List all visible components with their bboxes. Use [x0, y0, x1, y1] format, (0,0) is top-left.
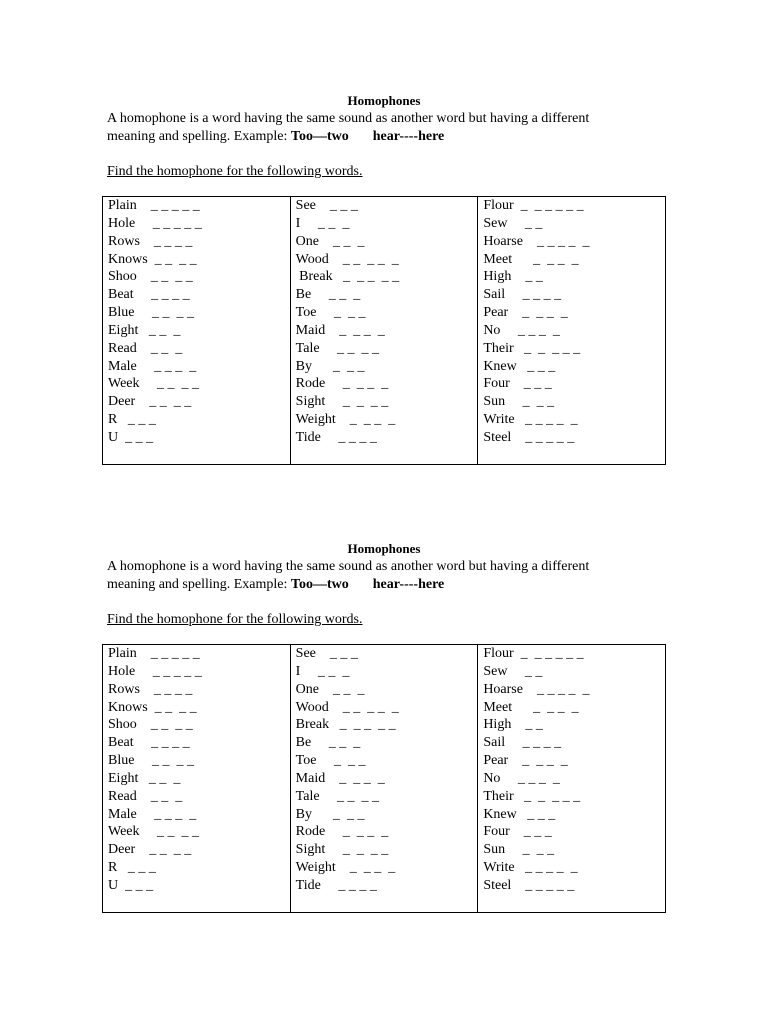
word-entry: Blue _ _ _ _: [108, 753, 194, 769]
word-entry: Sail _ _ _ _: [483, 735, 562, 751]
word-entry: Weight _ _ _ _: [295, 860, 396, 876]
homophone-table: [102, 196, 666, 465]
word-entry: Rode _ _ _ _: [295, 376, 389, 392]
word-entry: Eight _ _ _: [108, 770, 181, 786]
word-column-2: [290, 645, 478, 913]
word-entry: Meet _ _ _ _: [483, 251, 579, 267]
word-entry: Wood _ _ _ _ _: [295, 699, 399, 715]
definition-line-2: [107, 128, 444, 146]
word-entry: Flour _ _ _ _ _ _: [483, 198, 584, 213]
instruction-period: .: [358, 164, 363, 179]
word-entry: Maid _ _ _ _: [295, 322, 385, 338]
word-column-2: [290, 197, 478, 465]
definition-line-1: A homophone is a word having the same sound as another word but having a different: [107, 559, 590, 574]
word-entry: Toe _ _ _: [295, 753, 366, 769]
word-entry: Rows _ _ _ _: [108, 233, 193, 249]
word-column-1: [103, 197, 291, 465]
word-entry: Read _ _ _: [108, 340, 183, 356]
word-entry: No _ _ _ _: [483, 770, 560, 786]
word-entry: I _ _ _: [295, 663, 350, 679]
example-1: Too—two: [290, 577, 349, 592]
word-entry: Break _ _ _ _ _: [295, 717, 396, 733]
definition-line-2: [107, 576, 444, 594]
word-entry: Sun _ _ _: [483, 394, 555, 410]
homophone-table: [102, 644, 666, 913]
word-entry: Sew _ _: [483, 215, 543, 231]
word-entry: Their _ _ _ _ _: [483, 788, 581, 804]
word-entry: Hoarse _ _ _ _ _: [483, 681, 590, 697]
word-entry: Plain _ _ _ _ _: [108, 198, 200, 213]
word-entry: Sew _ _: [483, 663, 543, 679]
word-entry: See _ _ _: [295, 646, 358, 661]
word-column-3: [478, 197, 666, 465]
word-entry: Knew _ _ _: [483, 806, 556, 822]
example-1: Too—two: [290, 129, 349, 144]
word-entry: Hole _ _ _ _ _: [108, 215, 202, 231]
word-entry: Read _ _ _: [108, 788, 183, 804]
word-entry: Flour _ _ _ _ _ _: [483, 646, 584, 661]
instruction: [107, 163, 362, 181]
worksheet-title: Homophones: [347, 541, 421, 556]
word-entry: Beat _ _ _ _: [108, 735, 190, 751]
definition-line-1: A homophone is a word having the same sound as another word but having a different: [107, 111, 590, 126]
word-entry: Break _ _ _ _ _: [295, 269, 400, 285]
word-entry: Beat _ _ _ _: [108, 287, 190, 303]
word-column-3: [478, 645, 666, 913]
word-entry: Shoo _ _ _ _: [108, 717, 193, 733]
word-entry: Deer _ _ _ _: [108, 394, 192, 410]
word-entry: High _ _: [483, 717, 543, 733]
word-entry: Be _ _ _: [295, 287, 361, 303]
word-entry: U _ _ _: [108, 877, 154, 893]
word-entry: Knows _ _ _ _: [108, 251, 197, 267]
word-entry: Pear _ _ _ _: [483, 753, 568, 769]
word-column-1: [103, 645, 291, 913]
word-entry: Week _ _ _ _: [108, 376, 200, 392]
word-entry: R _ _ _: [108, 412, 156, 428]
word-entry: Male _ _ _ _: [108, 806, 197, 822]
word-entry: Male _ _ _ _: [108, 358, 197, 374]
word-entry: Sight _ _ _ _: [295, 842, 389, 858]
worksheet-title: Homophones: [347, 93, 421, 108]
word-entry: I _ _ _: [295, 215, 350, 231]
word-entry: Four _ _ _: [483, 376, 552, 392]
word-entry: Rows _ _ _ _: [108, 681, 193, 697]
word-entry: Steel _ _ _ _ _: [483, 877, 575, 893]
instruction-period: .: [358, 612, 363, 627]
instruction-text: Find the homophone for the following words: [107, 164, 359, 179]
word-entry: Blue _ _ _ _: [108, 305, 194, 321]
word-entry: Hoarse _ _ _ _ _: [483, 233, 590, 249]
word-entry: See _ _ _: [295, 198, 358, 213]
word-entry: R _ _ _: [108, 860, 156, 876]
word-entry: Hole _ _ _ _ _: [108, 663, 202, 679]
example-2: hear----here: [372, 577, 445, 592]
word-entry: No _ _ _ _: [483, 322, 560, 338]
word-entry: Shoo _ _ _ _: [108, 269, 193, 285]
definition-prefix: meaning and spelling. Example:: [107, 577, 291, 592]
word-entry: Four _ _ _: [483, 824, 552, 840]
word-entry: Deer _ _ _ _: [108, 842, 192, 858]
word-entry: Steel _ _ _ _ _: [483, 429, 575, 445]
example-2: hear----here: [372, 129, 445, 144]
word-entry: Meet _ _ _ _: [483, 699, 579, 715]
word-entry: One _ _ _: [295, 233, 365, 249]
word-entry: Knew _ _ _: [483, 358, 556, 374]
word-entry: Week _ _ _ _: [108, 824, 200, 840]
word-entry: By _ _ _: [295, 806, 365, 822]
word-entry: U _ _ _: [108, 429, 154, 445]
word-entry: Be _ _ _: [295, 735, 361, 751]
word-entry: Toe _ _ _: [295, 305, 366, 321]
word-entry: Their _ _ _ _ _: [483, 340, 581, 356]
word-entry: Plain _ _ _ _ _: [108, 646, 200, 661]
word-entry: Sun _ _ _: [483, 842, 555, 858]
word-entry: Tide _ _ _ _: [295, 429, 377, 445]
word-entry: Wood _ _ _ _ _: [295, 251, 399, 267]
instruction: [107, 611, 362, 629]
word-entry: Weight _ _ _ _: [295, 412, 396, 428]
word-entry: Write _ _ _ _ _: [483, 860, 578, 876]
word-entry: Tale _ _ _ _: [295, 340, 380, 356]
word-entry: Tide _ _ _ _: [295, 877, 377, 893]
word-entry: Pear _ _ _ _: [483, 305, 568, 321]
word-entry: Tale _ _ _ _: [295, 788, 380, 804]
word-entry: By _ _ _: [295, 358, 365, 374]
word-entry: Rode _ _ _ _: [295, 824, 389, 840]
word-entry: High _ _: [483, 269, 543, 285]
word-entry: Maid _ _ _ _: [295, 770, 385, 786]
word-entry: Sail _ _ _ _: [483, 287, 562, 303]
instruction-text: Find the homophone for the following words: [107, 612, 359, 627]
word-entry: Sight _ _ _ _: [295, 394, 389, 410]
word-entry: Knows _ _ _ _: [108, 699, 197, 715]
word-entry: Eight _ _ _: [108, 322, 181, 338]
word-entry: One _ _ _: [295, 681, 365, 697]
definition-prefix: meaning and spelling. Example:: [107, 129, 291, 144]
word-entry: Write _ _ _ _ _: [483, 412, 578, 428]
